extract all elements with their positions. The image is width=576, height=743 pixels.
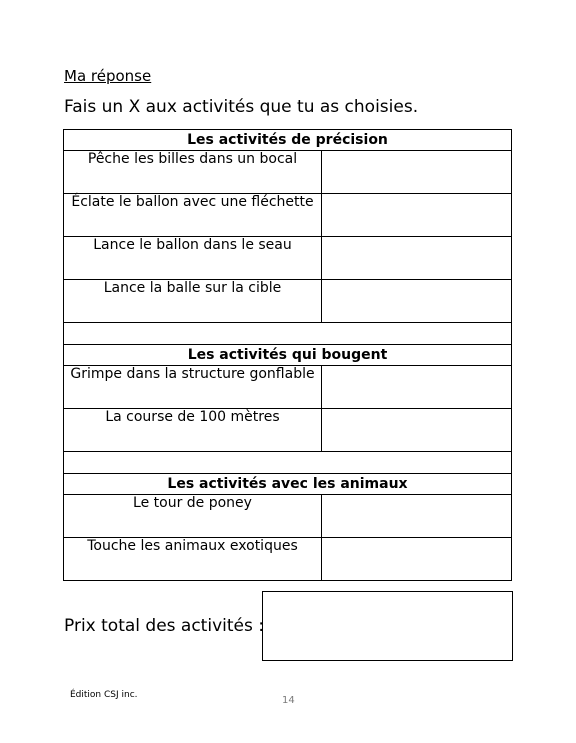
total-price-box[interactable]	[262, 591, 513, 661]
section-header	[64, 130, 512, 151]
activity-label: Lance le ballon dans le seau	[64, 237, 322, 280]
answer-cell[interactable]	[322, 409, 512, 452]
answer-cell[interactable]	[322, 538, 512, 581]
instruction: Fais un X aux activités que tu as choisies.	[64, 97, 419, 117]
activity-label: Lance la balle sur la cible	[64, 280, 322, 323]
activities-table	[63, 129, 512, 581]
section-title: Les activités qui bougent	[64, 345, 512, 366]
answer-cell[interactable]	[322, 151, 512, 194]
activity-label: Grimpe dans la structure gonflable	[64, 366, 322, 409]
activity-label: Éclate le ballon avec une fléchette	[64, 194, 322, 237]
spacer-cell	[64, 323, 512, 345]
activity-row	[64, 237, 512, 280]
spacer-row	[64, 323, 512, 345]
answer-cell[interactable]	[322, 194, 512, 237]
activity-row	[64, 194, 512, 237]
answer-cell[interactable]	[322, 237, 512, 280]
total-price-label: Prix total des activités :	[64, 616, 264, 636]
activity-row	[64, 366, 512, 409]
answer-cell[interactable]	[322, 366, 512, 409]
activity-row	[64, 280, 512, 323]
section-header	[64, 474, 512, 495]
footer-publisher: Édition CSJ inc.	[70, 690, 138, 700]
activity-row	[64, 538, 512, 581]
section-title: Les activités de précision	[64, 130, 512, 151]
activity-row	[64, 409, 512, 452]
answer-cell[interactable]	[322, 495, 512, 538]
section-title: Les activités avec les animaux	[64, 474, 512, 495]
spacer-cell	[64, 452, 512, 474]
activity-row	[64, 495, 512, 538]
activity-label: Touche les animaux exotiques	[64, 538, 322, 581]
page-number: 14	[282, 695, 295, 706]
activity-label: Le tour de poney	[64, 495, 322, 538]
activity-label: Pêche les billes dans un bocal	[64, 151, 322, 194]
section-header	[64, 345, 512, 366]
spacer-row	[64, 452, 512, 474]
answer-cell[interactable]	[322, 280, 512, 323]
activity-label: La course de 100 mètres	[64, 409, 322, 452]
activity-row	[64, 151, 512, 194]
heading: Ma réponse	[64, 67, 152, 85]
